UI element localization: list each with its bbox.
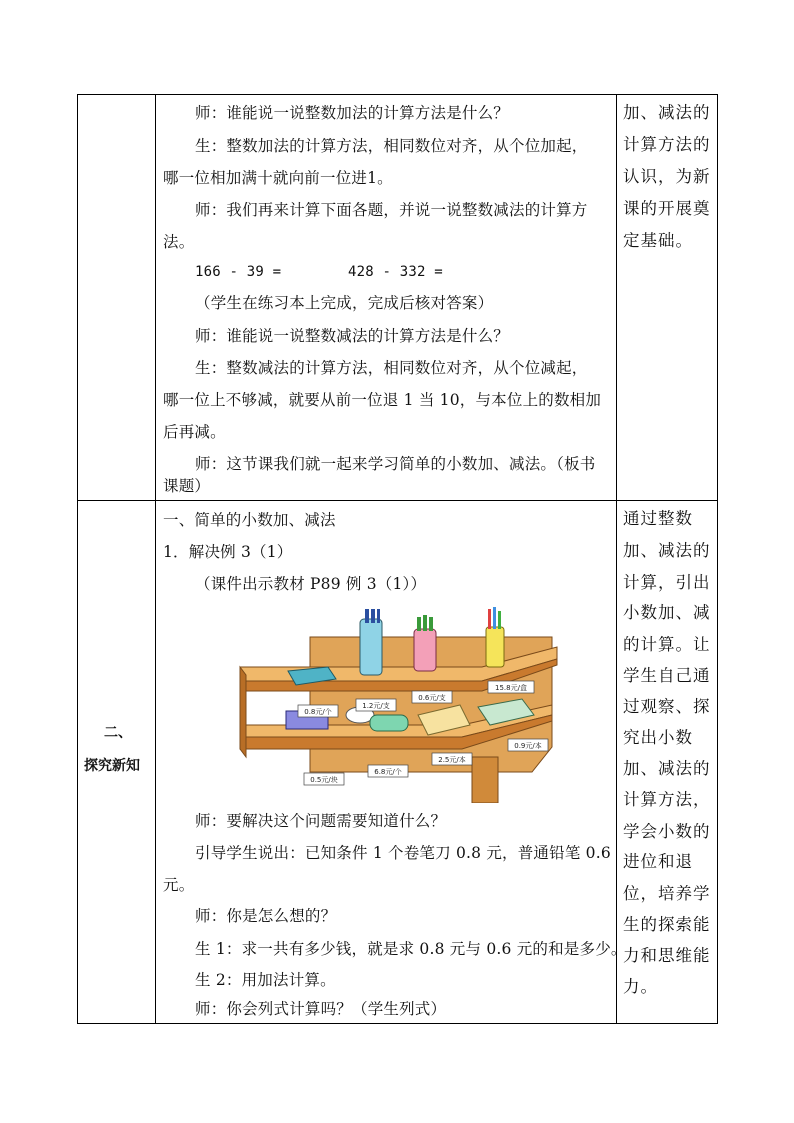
price-tag-pencil: 0.6元/支 [418, 694, 446, 702]
s2-courseware: （课件出示教材 P89 例 3（1）） [195, 575, 427, 593]
s1-line-4: 师：我们再来计算下面各题，并说一说整数减法的计算方 [195, 201, 588, 219]
s1-line-12: 后再减。 [163, 423, 226, 441]
table-border-top [77, 94, 718, 95]
s2-note-9: 加、减法的 [623, 759, 711, 778]
section2-title: 探究新知 [84, 758, 140, 774]
price-tag-sharpener: 0.8元/个 [304, 708, 332, 716]
s2-line-7: 师：你是怎么想的？ [195, 907, 337, 925]
s1-note-4: 课的开展奠 [623, 199, 711, 218]
table-divider-1 [155, 94, 156, 1024]
s1-note-1: 加、减法的 [623, 103, 711, 122]
s2-heading: 一、简单的小数加、减法 [163, 511, 336, 529]
s2-note-8: 究出小数 [623, 728, 693, 747]
s2-example: 1．解决例 3（1） [163, 543, 293, 561]
s2-note-5: 的计算。让 [623, 635, 711, 654]
s2-line-10: 师：你会列式计算吗？（学生列式） [195, 1000, 447, 1018]
s1-line-2: 生：整数加法的计算方法，相同数位对齐，从个位加起， [195, 137, 588, 155]
section2-number: 二、 [104, 725, 132, 741]
s2-note-15: 力和思维能 [623, 946, 711, 965]
s2-note-3: 计算，引出 [623, 573, 711, 592]
price-tag-colored-pencil: 1.2元/支 [362, 702, 390, 710]
s1-math-2: 428 - 332 = [348, 264, 443, 280]
s1-note-3: 认识，为新 [623, 167, 711, 186]
table-border-left [77, 94, 78, 1024]
table-border-bottom [77, 1023, 718, 1024]
s2-note-4: 小数加、减 [623, 603, 711, 622]
s2-note-14: 生的探索能 [623, 915, 711, 934]
table-border-right [717, 94, 718, 1024]
price-tag-eraser: 0.5元/块 [310, 776, 338, 784]
table-row-divider [77, 500, 718, 501]
s2-note-6: 学生自己通 [623, 666, 711, 685]
table-divider-2 [616, 94, 617, 1024]
s1-line-1: 师：谁能说一说整数加法的计算方法是什么？ [195, 104, 510, 122]
s2-note-1: 通过整数 [623, 509, 693, 528]
s2-line-9: 生 2：用加法计算。 [195, 971, 336, 989]
s1-note-5: 定基础。 [623, 231, 693, 250]
s1-math-1: 166 - 39 = [195, 264, 282, 280]
s2-note-13: 位，培养学 [623, 884, 711, 903]
s1-line-13: 师：这节课我们就一起来学习简单的小数加、减法。（板书 [195, 455, 596, 473]
s2-line-6: 元。 [163, 876, 195, 894]
s2-note-16: 力。 [623, 977, 658, 996]
s1-line-14: 课题） [163, 477, 211, 495]
s1-line-9: 师：谁能说一说整数减法的计算方法是什么？ [195, 327, 510, 345]
s2-note-12: 进位和退 [623, 852, 693, 871]
shelf-illustration [232, 607, 564, 803]
s1-note-2: 计算方法的 [623, 135, 711, 154]
s1-line-5: 法。 [163, 233, 195, 251]
s2-line-5: 引导学生说出：已知条件 1 个卷笔刀 0.8 元，普通铅笔 0.6 [195, 844, 611, 862]
s2-note-7: 过观察、探 [623, 697, 711, 716]
s1-line-11: 哪一位上不够减，就要从前一位退 1 当 10，与本位上的数相加 [163, 391, 602, 409]
price-tag-exercise-book: 0.9元/本 [514, 742, 542, 750]
stationery-shelf-image [232, 607, 564, 803]
s2-line-4: 师：要解决这个问题需要知道什么？ [195, 812, 447, 830]
price-tag-notebook: 2.5元/本 [438, 756, 466, 764]
s1-line-8: （学生在练习本上完成，完成后核对答案） [195, 294, 494, 312]
s2-note-10: 计算方法， [623, 790, 711, 809]
s2-line-8: 生 1：求一共有多少钱，就是求 0.8 元与 0.6 元的和是多少。 [195, 940, 627, 958]
price-tag-pen-box: 15.8元/盒 [495, 684, 527, 692]
s2-note-2: 加、减法的 [623, 541, 711, 560]
s1-line-10: 生：整数减法的计算方法，相同数位对齐，从个位减起， [195, 359, 588, 377]
s2-note-11: 学会小数的 [623, 822, 711, 841]
s1-line-3: 哪一位相加满十就向前一位进1。 [163, 169, 393, 187]
price-tag-pencil-case: 6.8元/个 [374, 768, 402, 776]
